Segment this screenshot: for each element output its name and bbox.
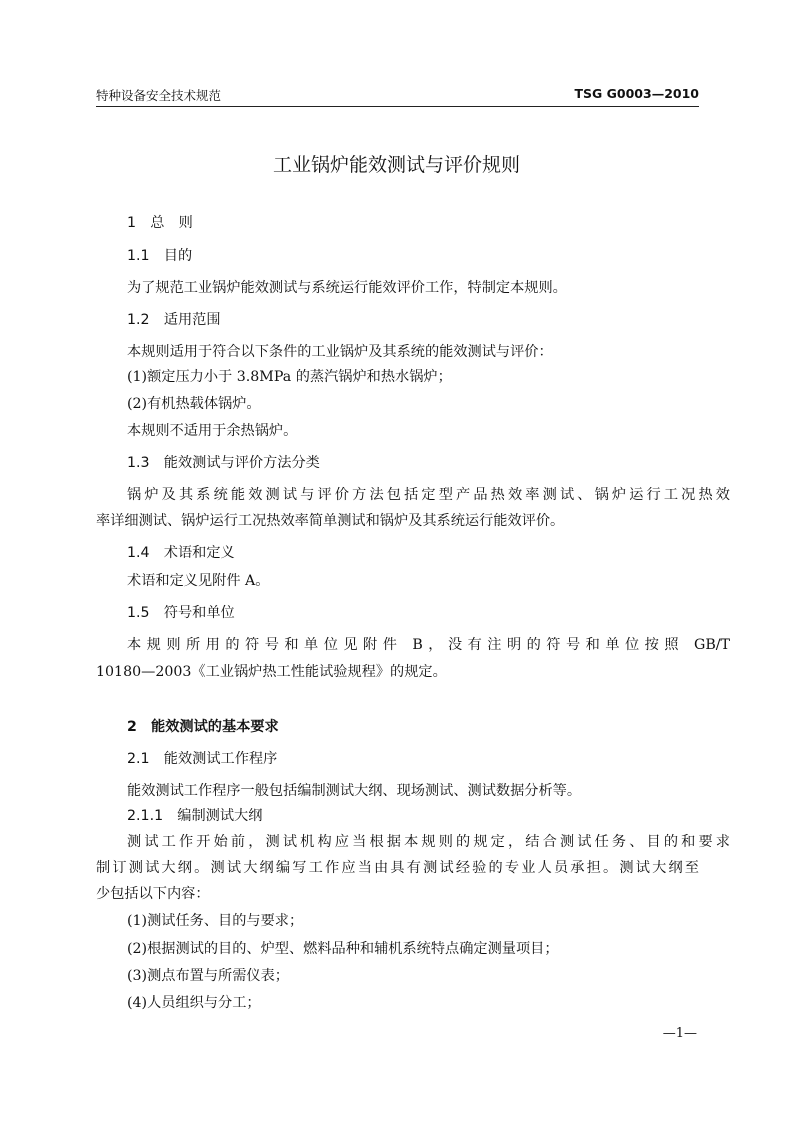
paragraph-line: 本规则不适用于余热锅炉。 [127, 423, 298, 439]
paragraph-line: 为了规范工业锅炉能效测试与系统运行能效评价工作，特制定本规则。 [127, 280, 567, 296]
paragraph-line: 本规则所用的符号和单位见附件 B，没有注明的符号和单位按照 GB/T [127, 637, 730, 653]
list-item: (3)测点布置与所需仪表； [127, 968, 289, 984]
subsection-heading: 1.3 能效测试与评价方法分类 [127, 455, 320, 471]
paragraph-line: 术语和定义见附件 A。 [127, 573, 270, 589]
list-item: (1)测试任务、目的与要求； [127, 913, 304, 929]
running-header [96, 86, 699, 104]
list-item: (4)人员组织与分工； [127, 995, 261, 1011]
subsection-heading: 1.1 目的 [127, 248, 193, 264]
paragraph-line: 测试工作开始前，测试机构应当根据本规则的规定，结合测试任务、目的和要求 [127, 834, 730, 850]
header-rule [96, 106, 699, 107]
page-number: —1— [662, 1026, 697, 1041]
section-heading: 2 能效测试的基本要求 [127, 719, 279, 735]
subsubsection-heading: 2.1.1 编制测试大纲 [127, 808, 263, 824]
paragraph-line: 锅炉及其系统能效测试与评价方法包括定型产品热效率测试、锅炉运行工况热效 [127, 487, 730, 503]
subsection-heading: 1.4 术语和定义 [127, 545, 235, 561]
list-item: (2)有机热载体锅炉。 [127, 396, 261, 412]
paragraph-line: 制订测试大纲。测试大纲编写工作应当由具有测试经验的专业人员承担。测试大纲至 [96, 860, 699, 876]
paragraph-line: 10180—2003《工业锅炉热工性能试验规程》的规定。 [96, 664, 447, 680]
header-standard-code: TSG G0003—2010 [574, 86, 699, 101]
list-item: (1)额定压力小于 3.8MPa 的蒸汽锅炉和热水锅炉； [127, 369, 452, 385]
paragraph-line: 少包括以下内容： [96, 886, 210, 902]
subsection-heading: 1.5 符号和单位 [127, 605, 235, 621]
section-heading: 1 总 则 [127, 215, 193, 231]
header-series-title: 特种设备安全技术规范 [96, 88, 222, 103]
paragraph-line: 本规则适用于符合以下条件的工业锅炉及其系统的能效测试与评价： [127, 344, 553, 360]
list-item: (2)根据测试的目的、炉型、燃料品种和辅机系统特点确定测量项目； [127, 941, 559, 957]
document-title: 工业锅炉能效测试与评价规则 [272, 154, 520, 176]
subsection-heading: 1.2 适用范围 [127, 312, 221, 328]
paragraph-line: 能效测试工作程序一般包括编制测试大纲、现场测试、测试数据分析等。 [127, 783, 582, 799]
subsection-heading: 2.1 能效测试工作程序 [127, 751, 278, 767]
paragraph-line: 率详细测试、锅炉运行工况热效率简单测试和锅炉及其系统运行能效评价。 [96, 513, 565, 529]
